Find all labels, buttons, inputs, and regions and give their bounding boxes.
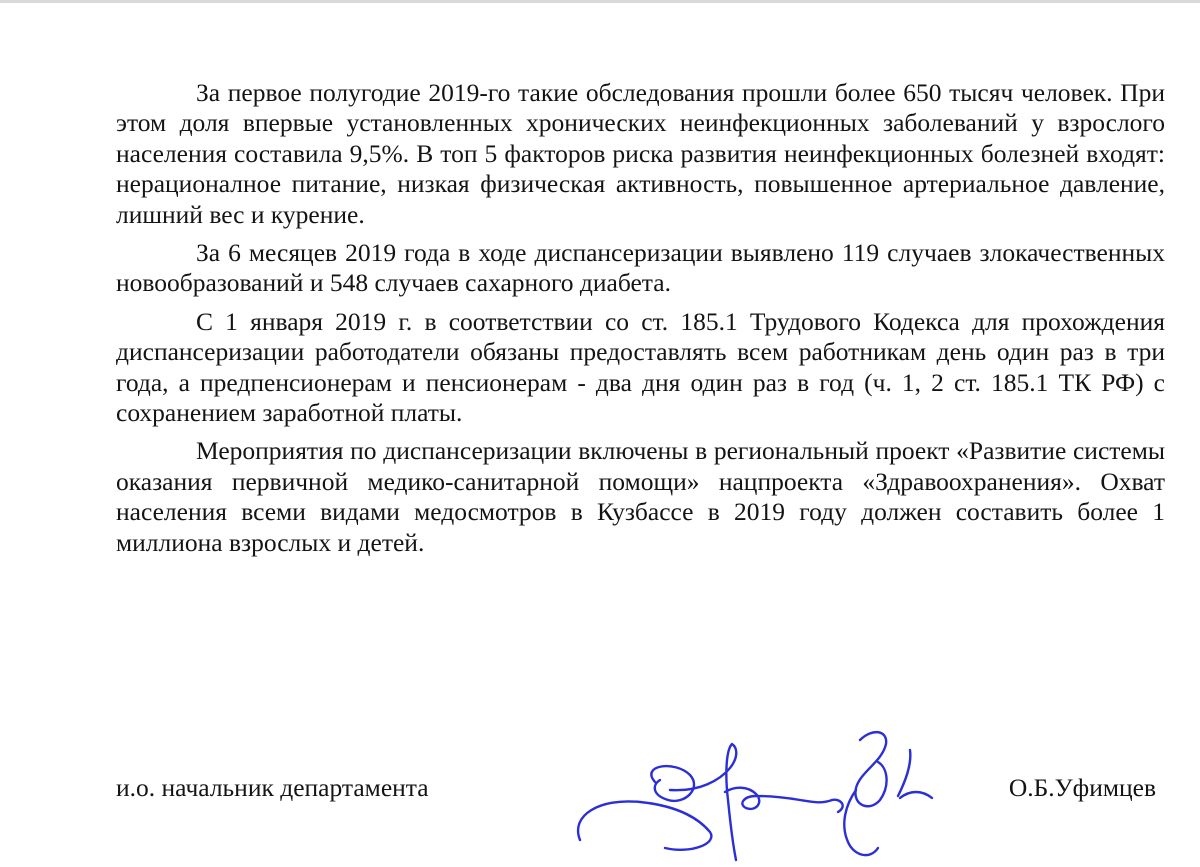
paragraph-2: За 6 месяцев 2019 года в ходе диспансеризации выявлено 119 случаев злокачественных новообразований и 548 случаев сахарного диабета. [116,238,1165,298]
paragraph-1: За первое полугодие 2019-го такие обследования прошли более 650 тысяч человек. При этом доля впервые установленных хронических неинфекционных заболеваний у взрослого населения составила 9,5%. В топ 5 факторов риска развития неинфекционных болезней входят: нерационалное питание, низкая физическая активность, повышенное артериальное давление, лишний вес и курение. [116,78,1165,229]
signatory-name: О.Б.Уфимцев [1008,773,1156,802]
signatory-title: и.о. начальник департамента [116,773,429,802]
handwritten-signature [560,720,980,867]
paragraph-4: Мероприятия по диспансеризации включены в региональный проект «Развитие системы оказания первичной медико-санитарной помощи» нацпроекта «Здравоохранения». Охват населения всеми видами медосмотров в Кузбассе в 2019 году должен составить более 1 миллиона взрослых и детей. [116,436,1165,557]
paragraph-3: С 1 января 2019 г. в соответствии со ст. 185.1 Трудового Кодекса для прохождения диспансеризации работодатели обязаны предоставлять всем работникам день один раз в три года, а предпенсионерам и пенсионерам - два дня один раз в год (ч. 1, 2 ст. 185.1 ТК РФ) с сохранением заработной платы. [116,306,1165,428]
